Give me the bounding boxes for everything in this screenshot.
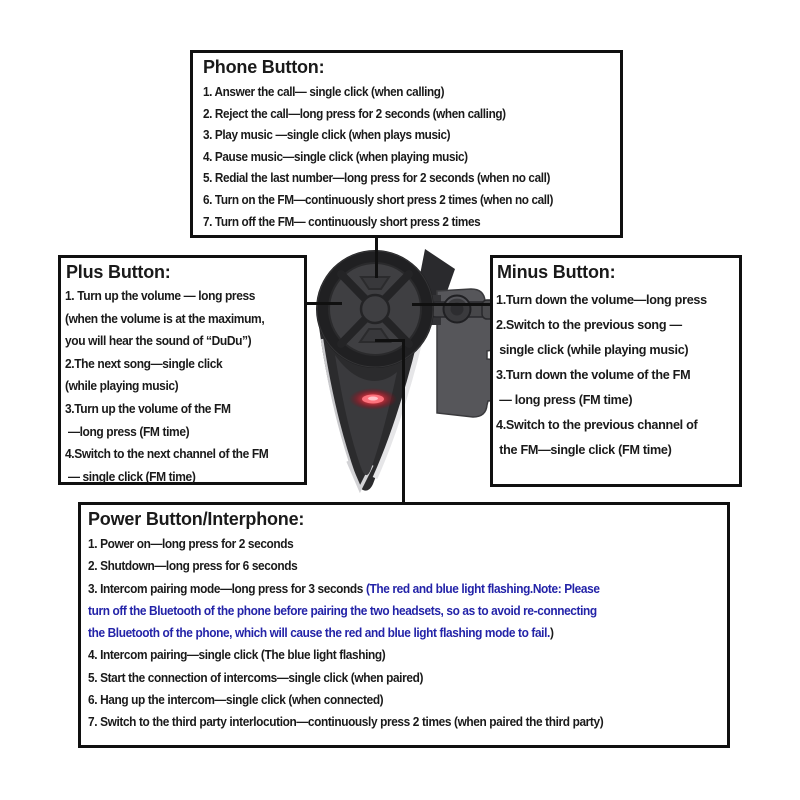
note-text-blue: turn off the Bluetooth of the phone before pairing the two headsets, so as to avoid re-connecting [88,603,597,618]
instruction-line: 2.Switch to the previous song — [496,317,682,332]
instruction-line: 7. Switch to the third party interlocution—continuously press 2 times (when paired the third party) [88,715,604,730]
instruction-line: —long press (FM time) [65,424,190,439]
instruction-line: 1. Answer the call— single click (when calling) [203,85,445,99]
instruction-line: single click (while playing music) [496,342,689,357]
instruction-line: 1.Turn down the volume—long press [496,292,707,307]
plus-button-instructions [61,285,304,488]
red-led-core [368,397,378,401]
connector-phone-line [375,237,378,278]
note-text-blue: the Bluetooth of the phone, which will cause the red and blue light flashing mode to fail. [88,626,550,641]
instruction-line: — single click (FM time) [65,469,196,484]
instruction-line: 4.Switch to the next channel of the FM [65,447,269,462]
instruction-line: 6. Hang up the intercom—single click (when connected) [88,693,384,708]
instruction-line: the FM—single click (FM time) [496,442,672,457]
pad-center [361,295,389,323]
instruction-line [88,622,695,644]
instruction-line [88,600,695,622]
instruction-line: 4. Intercom pairing—single click (The blue light flashing) [88,648,386,663]
power-button-box [78,502,730,748]
instruction-line: 2. Shutdown—long press for 6 seconds [88,559,298,574]
instruction-text: ) [549,626,554,641]
power-button-title: Power Button/Interphone: [88,509,305,529]
instruction-line: 1. Turn up the volume — long press [65,289,256,303]
minus-button-instructions [493,287,739,462]
instruction-line: 3. Play music —single click (when plays music) [203,128,451,143]
connector-minus-line [412,303,491,306]
note-text-blue: (The red and blue light flashing.Note: Please [365,581,600,596]
instruction-line: 4.Switch to the previous channel of [496,417,698,432]
instruction-text: 3. Intercom pairing mode—long press for 3 seconds [88,581,366,596]
instruction-line: you will hear the sound of “DuDu”) [65,334,252,349]
connector-power-line-horizontal [375,339,405,342]
instruction-line: (while playing music) [65,379,179,394]
instruction-line: 3.Turn up the volume of the FM [65,401,231,416]
phone-button-instructions [193,82,620,233]
minus-button-box [490,255,742,487]
instruction-line: — long press (FM time) [496,392,633,407]
connector-power-line-vertical [402,339,405,502]
power-button-instructions [81,533,727,734]
instruction-line: 6. Turn on the FM—continuously short press 2 times (when no call) [203,192,554,207]
instruction-line: (when the volume is at the maximum, [65,311,265,326]
instruction-line: 5. Start the connection of intercoms—single click (when paired) [88,670,424,685]
plus-button-box [58,255,307,485]
plus-button-title: Plus Button: [66,262,171,282]
instruction-line: 1. Power on—long press for 2 seconds [88,537,294,551]
instruction-line [88,578,695,600]
instruction-line: 2. Reject the call—long press for 2 seconds (when calling) [203,106,506,121]
minus-button-title: Minus Button: [497,262,616,282]
instruction-line: 2.The next song—single click [65,356,223,371]
phone-button-box [190,50,623,238]
instruction-line: 4. Pause music—single click (when playing music) [203,149,468,164]
instruction-line: 3.Turn down the volume of the FM [496,367,691,382]
phone-button-title: Phone Button: [203,57,325,77]
instruction-line: 7. Turn off the FM— continuously short press 2 times [203,214,481,229]
instruction-line: 5. Redial the last number—long press for 2 seconds (when no call) [203,171,551,186]
connector-plus-line [306,302,342,305]
